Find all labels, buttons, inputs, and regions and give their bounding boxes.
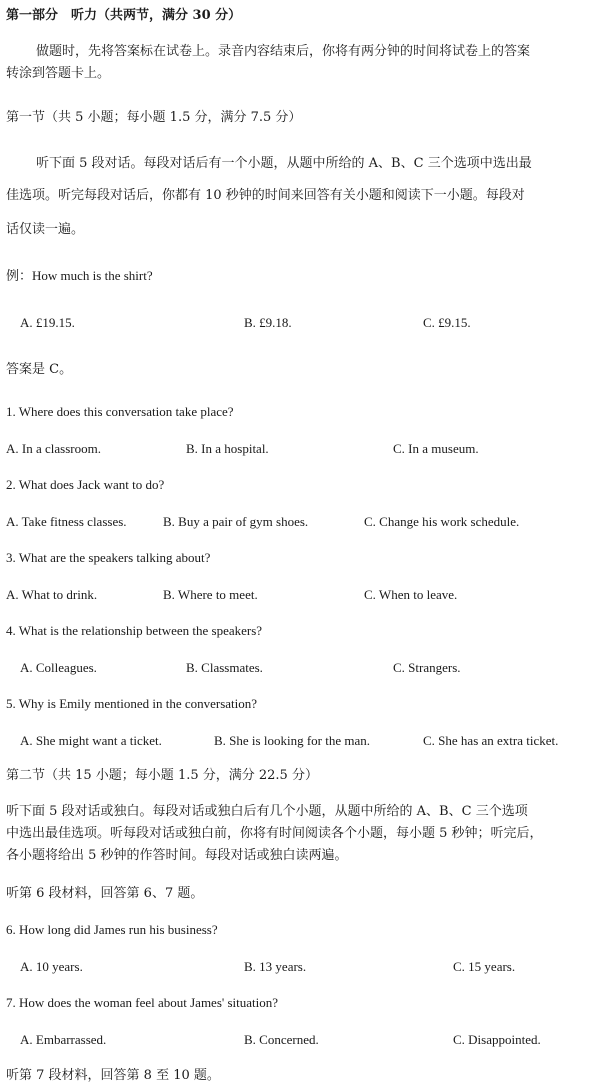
section2-heading: 第二节（共 15 小题；每小题 1.5 分，满分 22.5 分） bbox=[6, 768, 318, 783]
option-a: A. What to drink. bbox=[6, 587, 98, 602]
material-6-heading: 听第 6 段材料，回答第 6、7 题。 bbox=[6, 886, 204, 901]
part-instructions-line2: 转涂到答题卡上。 bbox=[6, 66, 111, 81]
question-stem: 1. Where does this conversation take place? bbox=[6, 404, 234, 419]
option-b: B. Concerned. bbox=[244, 1032, 319, 1047]
example-option-b: B. £9.18. bbox=[244, 315, 292, 330]
section1-heading: 第一节（共 5 小题；每小题 1.5 分，满分 7.5 分） bbox=[6, 110, 302, 125]
option-c: C. She has an extra ticket. bbox=[423, 733, 559, 748]
section2-directions-line3: 各小题将给出 5 秒钟的作答时间。每段对话或独白读两遍。 bbox=[6, 848, 348, 863]
part-title: 第一部分 听力（共两节，满分 30 分） bbox=[6, 8, 242, 23]
question-stem: 7. How does the woman feel about James' situation? bbox=[6, 995, 279, 1010]
option-b: B. She is looking for the man. bbox=[214, 733, 370, 748]
section2-directions-line1: 听下面 5 段对话或独白。每段对话或独白后有几个小题，从题中所给的 A、B、C 三个选项 bbox=[6, 804, 528, 819]
question-stem: 4. What is the relationship between the speakers? bbox=[6, 623, 263, 638]
option-b: B. Buy a pair of gym shoes. bbox=[163, 514, 309, 529]
question-stem: 2. What does Jack want to do? bbox=[6, 477, 165, 492]
option-b: B. 13 years. bbox=[244, 959, 307, 974]
example-option-c: C. £9.15. bbox=[423, 315, 471, 330]
example-answer: 答案是 C。 bbox=[6, 362, 73, 377]
material-7-heading: 听第 7 段材料，回答第 8 至 10 题。 bbox=[6, 1068, 220, 1083]
option-c: C. In a museum. bbox=[393, 441, 479, 456]
section1-directions-line2: 佳选项。听完每段对话后，你都有 10 秒钟的时间来回答有关小题和阅读下一小题。每段对 bbox=[6, 188, 525, 203]
option-c: C. Change his work schedule. bbox=[364, 514, 520, 529]
section1-directions-line3: 话仅读一遍。 bbox=[6, 222, 85, 237]
option-b: B. In a hospital. bbox=[186, 441, 269, 456]
option-c: C. Disappointed. bbox=[453, 1032, 541, 1047]
section1-directions-line1: 听下面 5 段对话。每段对话后有一个小题，从题中所给的 A、B、C 三个选项中选出最 bbox=[36, 156, 532, 171]
question-stem: 3. What are the speakers talking about? bbox=[6, 550, 211, 565]
option-c: C. Strangers. bbox=[393, 660, 461, 675]
question-stem: 5. Why is Emily mentioned in the conversation? bbox=[6, 696, 258, 711]
option-a: A. 10 years. bbox=[20, 959, 83, 974]
option-a: A. Take fitness classes. bbox=[6, 514, 127, 529]
option-a: A. She might want a ticket. bbox=[20, 733, 162, 748]
option-b: B. Classmates. bbox=[186, 660, 263, 675]
option-c: C. When to leave. bbox=[364, 587, 458, 602]
option-c: C. 15 years. bbox=[453, 959, 516, 974]
option-b: B. Where to meet. bbox=[163, 587, 258, 602]
option-a: A. In a classroom. bbox=[6, 441, 101, 456]
question-stem: 6. How long did James run his business? bbox=[6, 922, 218, 937]
example-question: 例：How much is the shirt? bbox=[6, 268, 153, 283]
option-a: A. Colleagues. bbox=[20, 660, 97, 675]
example-option-a: A. £19.15. bbox=[20, 315, 75, 330]
option-a: A. Embarrassed. bbox=[20, 1032, 107, 1047]
section2-directions-line2: 中选出最佳选项。听每段对话或独白前，你将有时间阅读各个小题，每小题 5 秒钟；听完后， bbox=[6, 826, 543, 841]
part-instructions-line1: 做题时，先将答案标在试卷上。录音内容结束后，你将有两分钟的时间将试卷上的答案 bbox=[36, 44, 531, 59]
